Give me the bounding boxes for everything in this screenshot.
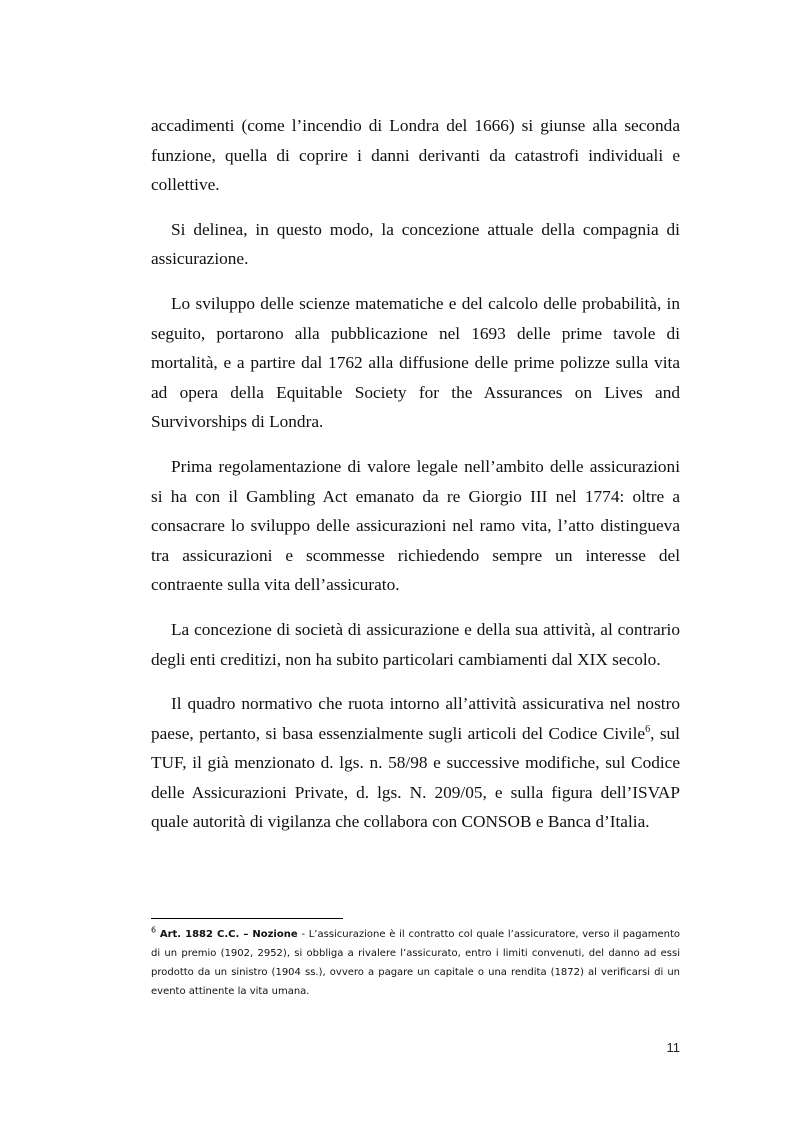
- paragraph-5: La concezione di società di assicurazione e della sua attività, al contrario degli enti creditizi, non ha subito particolari cambiamenti dal XIX secolo.: [151, 619, 680, 669]
- paragraph-6-text-end: , sul TUF, il già menzionato d. lgs. n. 58/98 e successive modifiche, sul Codice delle Assicurazioni Private, d. lgs. N. 209/05, e sulla figura dell’ISVAP quale autorità di vigilanza che collabora con CONSOB e Banca d’Italia.: [151, 723, 680, 832]
- paragraph-6-text-start: Il quadro normativo che ruota intorno all’attività assicurativa nel nostro paese, pertanto, si basa essenzialmente sugli articoli del Codice Civile: [151, 694, 680, 743]
- footnote-reference: 6: [645, 723, 651, 735]
- paragraph-1: accadimenti (come l’incendio di Londra del 1666) si giunse alla seconda funzione, quella di coprire i danni derivanti da catastrofi individuali e collettive.: [151, 116, 680, 195]
- paragraph-6: [151, 689, 680, 837]
- page-number: 11: [666, 1040, 680, 1055]
- footnote: [151, 925, 680, 1001]
- paragraph-4: Prima regolamentazione di valore legale nell’ambito delle assicurazioni si ha con il Gambling Act emanato da re Giorgio III nel 1774: oltre a consacrare lo sviluppo delle assicurazioni nel ramo vita, l’atto distingueva tra assicurazioni e scommesse richiedendo sempre un interesse del contraente sulla vita dell’assicurato.: [151, 456, 680, 595]
- footnote-separator: [151, 918, 343, 919]
- footnote-title: Art. 1882 C.C. – Nozione: [159, 929, 298, 940]
- footnote-number: 6: [151, 925, 157, 935]
- paragraph-2: Si delinea, in questo modo, la concezione attuale della compagnia di assicurazione.: [151, 219, 680, 269]
- document-body: [151, 111, 680, 852]
- paragraph-3: Lo sviluppo delle scienze matematiche e del calcolo delle probabilità, in seguito, portarono alla pubblicazione nel 1693 delle prime tavole di mortalità, e a partire dal 1762 alla diffusione delle prime polizze sulla vita ad opera della Equitable Society for the Assurances on Lives and Survivorships di Londra.: [151, 293, 680, 432]
- footnote-text: - L’assicurazione è il contratto col quale l’assicuratore, verso il pagamento di un premio (1902, 2952), si obbliga a rivalere l’assicurato, entro i limiti convenuti, del danno ad essi prodotto da un sinistro (1904 ss.), ovvero a pagare un capitale o una rendita (1872) al verificarsi di un evento attinente la vita umana.: [151, 929, 680, 997]
